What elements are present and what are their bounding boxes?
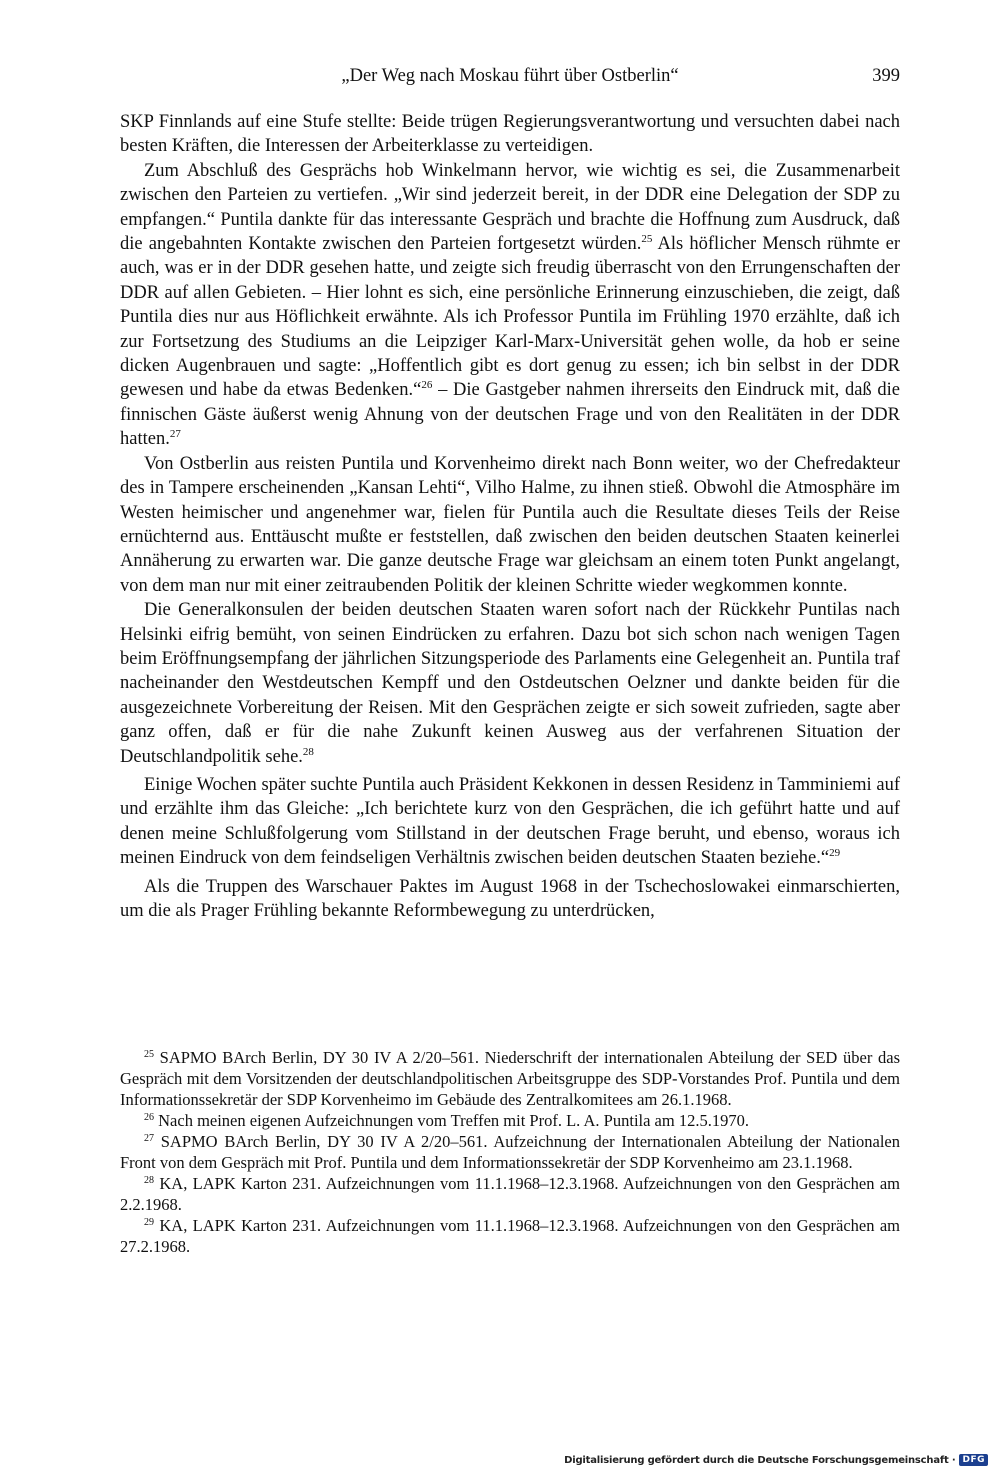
footnote xyxy=(120,1131,900,1173)
paragraph-text: SKP Finnlands auf eine Stufe stellte: Beide trügen Regierungsverantwortung und versuchten dabei nach besten Kräften, die Interessen der Arbeiterklasse zu verteidigen. xyxy=(120,112,900,157)
digitization-text: Digitalisierung gefördert durch die Deutsche Forschungsgemeinschaft · xyxy=(564,1454,956,1466)
paragraph xyxy=(120,598,900,769)
paragraph-text: Als die Truppen des Warschauer Paktes im August 1968 in der Tschechoslowakei einmarschierten, um die als Prager Frühling bekannte Reformbewegung zu unterdrücken, xyxy=(120,876,900,921)
footnote-number: 29 xyxy=(144,1217,154,1228)
page-header xyxy=(120,66,900,90)
footnote-text: SAPMO BArch Berlin, DY 30 IV A 2/20–561. Niederschrift der internationalen Abteilung der SED über das Gespräch mit dem Vorsitzenden der deutschlandpolitischen Arbeitsgruppe des SDP-Vorstandes Prof. Puntila und dem Informationssekretär der SDP Korvenheimo im Gebäude des Zentralkomitees am 26.1.1968. xyxy=(120,1048,900,1109)
footnote-text: Nach meinen eigenen Aufzeichnungen vom Treffen mit Prof. L. A. Puntila am 12.5.1970. xyxy=(154,1111,749,1130)
running-title: „Der Weg nach Moskau führt über Ostberlin“ xyxy=(341,66,679,86)
footnote-text: KA, LAPK Karton 231. Aufzeichnungen vom 11.1.1968–12.3.1968. Aufzeichnungen von den Gesprächen am 2.2.1968. xyxy=(120,1174,900,1214)
digitization-note xyxy=(564,1454,988,1466)
paragraph xyxy=(120,159,900,452)
footnote xyxy=(120,1110,900,1131)
paragraph-text: Von Ostberlin aus reisten Puntila und Korvenheimo direkt nach Bonn weiter, wo der Chefredakteur des in Tampere erscheinenden „Kansan Lehti“, Vilho Halme, zu ihnen stieß. Obwohl die Atmosphäre im Westen heimischer und angenehmer war, fielen für Puntila auch die Resultate dieses Teils der Reise ernüchternd aus. Enttäuscht mußte er feststellen, daß zwischen den beiden deutschen Staaten keinerlei Annäherung zu erwarten war. Die ganze deutsche Frage war gleichsam an einem toten Punkt angelangt, von dem man nur mit einer zeitraubenden Politik der kleinen Schritte wieder wegkommen konnte. xyxy=(120,453,900,596)
footnote xyxy=(120,1173,900,1215)
paragraph-text: Einige Wochen später suchte Puntila auch Präsident Kekkonen in dessen Residenz in Tamminiemi auf und erzählte ihm das Gleiche: „Ich berichtete kurz von den Gesprächen, die ich geführt hatte und auf denen meine Schlußfolgerung vom Stillstand in der deutschen Frage beruht, und ebenso, woraus ich meinen Eindruck von dem feindseligen Verhältnis zwischen beiden deutschen Staaten beziehe.“ xyxy=(120,774,900,869)
paragraph-text: – Die Gastgeber nahmen ihrerseits den Eindruck mit, daß die finnischen Gäste äußerst wenig Ahnung von der deutschen Frage und von den Realitäten in der DDR hatten. xyxy=(120,380,900,450)
footnote xyxy=(120,1047,900,1110)
main-text xyxy=(120,110,900,923)
paragraph-text: Zum Abschluß des Gesprächs hob Winkelmann hervor, wie wichtig es sei, die Zusammenarbeit zwischen den Parteien zu vertiefen. „Wir sind jederzeit bereit, in der DDR eine Delegation der SDP zu empfangen.“ Puntila dankte für das interessante Gespräch und brachte die Hoffnung zum Ausdruck, daß die angebahnten Kontakte zwischen den Parteien fortgesetzt würden. xyxy=(120,160,900,255)
paragraph xyxy=(120,875,900,924)
page-number: 399 xyxy=(872,66,900,86)
footnote-number: 28 xyxy=(144,1175,154,1186)
footnote-text: SAPMO BArch Berlin, DY 30 IV A 2/20–561. Aufzeichnung der Internationalen Abteilung der Nationalen Front von dem Gespräch mit Prof. Puntila und dem Informationssekretär der SDP Korvenheimo am 23.1.1968. xyxy=(120,1132,900,1172)
footnote-text: KA, LAPK Karton 231. Aufzeichnungen vom 11.1.1968–12.3.1968. Aufzeichnungen von den Gesprächen am 27.2.1968. xyxy=(120,1216,900,1256)
footnote-number: 26 xyxy=(144,1112,154,1123)
paragraph xyxy=(120,452,900,598)
paragraph-text: Die Generalkonsulen der beiden deutschen Staaten waren sofort nach der Rückkehr Puntilas nach Helsinki eifrig bemüht, von seinen Eindrücken zu erfahren. Dazu bot sich schon nach wenigen Tagen beim Eröffnungsempfang der jährlichen Sitzungsperiode des Parlaments eine Gelegenheit an. Puntila traf nacheinander den Westdeutschen Kempff und den Ostdeutschen Oelzner und dankte beiden für die ausgezeichnete Vorbereitung der Reisen. Mit den Gesprächen zeigte er sich soweit zufrieden, sagte aber ganz offen, daß er für die nahe Zukunft keinen Ausweg aus der verfahrenen Situation der Deutschlandpolitik sehe. xyxy=(120,600,900,767)
paragraph-text: Als höflicher Mensch rühmte er auch, was er in der DDR gesehen hatte, und zeigte sich freudig überrascht von den Errungenschaften der DDR auf allen Gebieten. – Hier lohnt es sich, eine persönliche Erinnerung einzuschieben, die zeigt, daß Puntila dies nur aus Höflichkeit erwähnte. Als ich Professor Puntila im Frühling 1970 erzählte, daß ich zur Fortsetzung des Studiums an die Leipziger Karl-Marx-Universität gehen wolle, da hob er seine dicken Augenbrauen und sagte: „Hoffentlich gibt es dort genug zu essen; ich bin selbst in der DDR gewesen und habe da etwas Bedenken.“ xyxy=(120,234,901,401)
paragraph xyxy=(120,773,900,871)
footnote xyxy=(120,1215,900,1257)
footnote-reference: 28 xyxy=(302,745,314,758)
footnote-reference: 29 xyxy=(829,847,841,860)
footnote-reference: 26 xyxy=(421,379,433,392)
footnote-reference: 27 xyxy=(169,428,181,441)
footnote-reference: 25 xyxy=(641,233,653,246)
paragraph xyxy=(120,110,900,159)
footnote-number: 27 xyxy=(144,1133,154,1144)
footnote-number: 25 xyxy=(144,1049,154,1060)
dfg-logo: DFG xyxy=(959,1454,988,1466)
footnotes xyxy=(120,1047,900,1257)
